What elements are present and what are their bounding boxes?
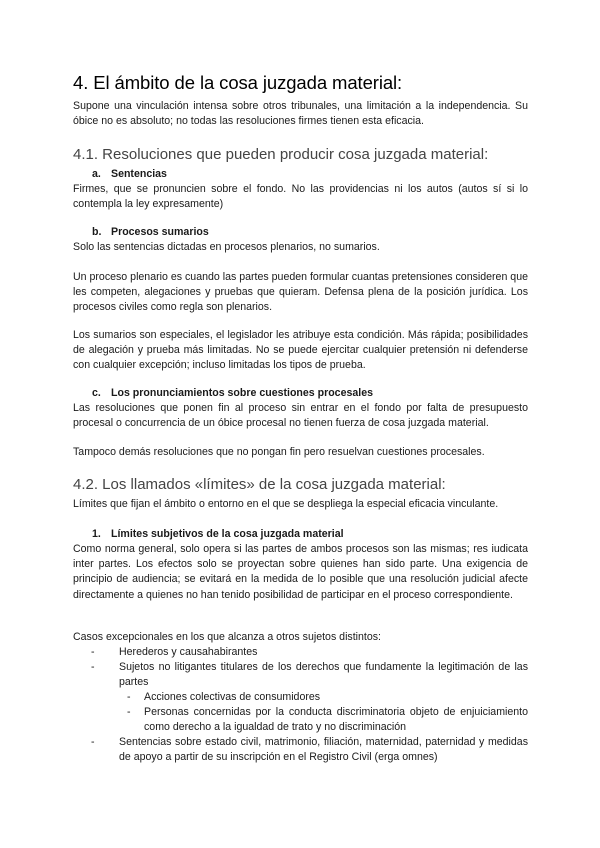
paragraph-1: Como norma general, solo opera si las partes de ambos procesos son las mismas; res iudicata inter partes. Los efectos solo se proyectan sobre quienes han sido parte. Una exigencia de principio de audiencia; se evitará en la medida de lo posible que una resolución judicial afecte directamente a quienes no han tenido posibilidad de participar en el proceso correspondiente. bbox=[73, 543, 528, 601]
subheading-1-title: Límites subjetivos de la cosa juzgada material bbox=[111, 528, 344, 540]
list-item-text: Sujetos no litigantes titulares de los derechos que fundamente la legitimación de las partes bbox=[119, 661, 528, 689]
section-4-intro: Supone una vinculación intensa sobre otros tribunales, una limitación a la independencia. Su óbice no es absoluto; no todas las resoluciones firmes tienen esta eficacia. bbox=[73, 100, 528, 128]
list-subitem-acciones bbox=[127, 690, 528, 705]
list-dash: - bbox=[91, 736, 95, 748]
subheading-b-title: Procesos sumarios bbox=[111, 226, 209, 238]
cases-intro: Casos excepcionales en los que alcanza a otros sujetos distintos: bbox=[73, 631, 381, 643]
paragraph-b-2: Un proceso plenario es cuando las partes pueden formular cuantas pretensiones consideren que les competen, alegaciones y pruebas que quieram. Defensa plena de la posición jurídica. Los procesos civiles como regla son plenarios. bbox=[73, 271, 528, 314]
paragraph-c-2: Tampoco demás resoluciones que no pongan fin pero resuelvan cuestiones procesales. bbox=[73, 446, 485, 458]
list-item-sujetos bbox=[91, 660, 528, 690]
subheading-a bbox=[92, 167, 167, 182]
subheading-b bbox=[92, 225, 209, 240]
section-4-2-intro: Límites que fijan el ámbito o entorno en el que se despliega la especial eficacia vinculante. bbox=[73, 498, 499, 510]
list-item-text: Herederos y causahabirantes bbox=[119, 646, 258, 658]
list-dash: - bbox=[127, 706, 131, 718]
list-item-text: Personas concernidas por la conducta discriminatoria objeto de enjuiciamiento como derecho a la igualdad de trato y no discriminación bbox=[144, 706, 528, 734]
list-dash: - bbox=[91, 661, 95, 673]
subheading-c-title: Los pronunciamientos sobre cuestiones procesales bbox=[111, 387, 373, 399]
subheading-c-marker: c. bbox=[92, 387, 101, 399]
paragraph-a: Firmes, que se pronuncien sobre el fondo. No las providencias ni los autos (autos sí si lo contempla la ley expresamente) bbox=[73, 183, 528, 211]
list-item-text: Acciones colectivas de consumidores bbox=[144, 691, 321, 703]
subheading-a-title: Sentencias bbox=[111, 168, 167, 180]
subheading-c bbox=[92, 386, 373, 401]
list-item-sentencias bbox=[91, 735, 528, 765]
list-subitem-personas bbox=[127, 705, 528, 735]
list-item-text: Sentencias sobre estado civil, matrimonio, filiación, maternidad, paternidad y medidas de apoyo a partir de su inscripción en el Registro Civil (erga omnes) bbox=[119, 736, 528, 764]
subheading-1-marker: 1. bbox=[92, 528, 101, 540]
list-dash: - bbox=[127, 691, 131, 703]
paragraph-b-3: Los sumarios son especiales, el legislador les atribuye esta condición. Más rápida; posibilidades de alegación y prueba más limitadas. No se puede ejercitar cualquier pretensión ni defenderse con cualquier excepción; incluso limitadas los tipos de prueba. bbox=[73, 329, 528, 372]
paragraph-b: Solo las sentencias dictadas en procesos plenarios, no sumarios. bbox=[73, 241, 380, 253]
list-dash: - bbox=[91, 646, 95, 658]
paragraph-c: Las resoluciones que ponen fin al proceso sin entrar en el fondo por falta de presupuesto procesal o concurrencia de un óbice procesal no tienen fuerza de cosa juzgada material. bbox=[73, 402, 528, 430]
list-item-herederos bbox=[91, 645, 528, 660]
subheading-b-marker: b. bbox=[92, 226, 102, 238]
subheading-1 bbox=[92, 527, 344, 542]
subheading-a-marker: a. bbox=[92, 168, 101, 180]
section-4-2-title: 4.2. Los llamados «límites» de la cosa juzgada material: bbox=[73, 476, 446, 493]
section-4-1-title: 4.1. Resoluciones que pueden producir cosa juzgada material: bbox=[73, 146, 489, 163]
section-4-title: 4. El ámbito de la cosa juzgada material: bbox=[73, 72, 403, 93]
